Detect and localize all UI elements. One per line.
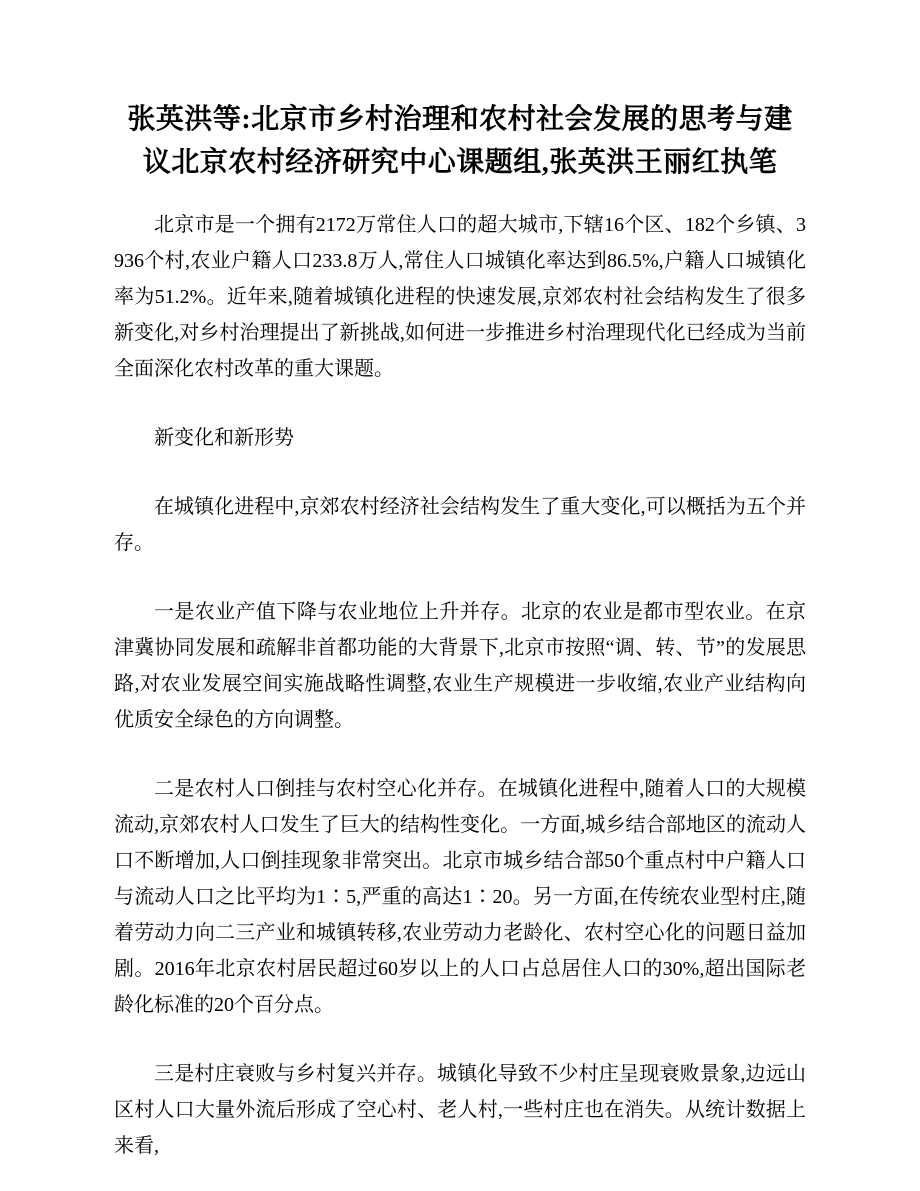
paragraph-point-two: 二是农村人口倒挂与农村空心化并存。在城镇化进程中,随着人口的大规模流动,京郊农村人口发生了巨大的结构性变化。一方面,城乡结合部地区的流动人口不断增加,人口倒挂现象非常突出。北京市城乡结合部50个重点村中户籍人口与流动人口之比平均为1∶5,严重的高达1∶20。另一方面,在传统农业型村庄,随着劳动力向二三产业和城镇转移,农业劳动力老龄化、农村空心化的问题日益加剧。2016年北京农村居民超过60岁以上的人口占总居住人口的30%,超出国际老龄化标准的20个百分点。 xyxy=(114,777,806,1016)
paragraph-point-three: 三是村庄衰败与乡村复兴并存。城镇化导致不少村庄呈现衰败景象,边远山区村人口大量外流后形成了空心村、老人村,一些村庄也在消失。从统计数据上来看, xyxy=(114,1062,806,1157)
paragraph-overview: 在城镇化进程中,京郊农村经济社会结构发生了重大变化,可以概括为五个并存。 xyxy=(114,495,806,554)
paragraph-point-one: 一是农业产值下降与农业地位上升并存。北京的农业是都市型农业。在京津冀协同发展和疏解非首都功能的大背景下,北京市按照“调、转、节”的发展思路,对农业发展空间实施战略性调整,农业生产规模进一步收缩,农业产业结构向优质安全绿色的方向调整。 xyxy=(114,600,806,731)
paragraph-intro: 北京市是一个拥有2172万常住人口的超大城市,下辖16个区、182个乡镇、3936个村,农业户籍人口233.8万人,常住人口城镇化率达到86.5%,户籍人口城镇化率为51.2%。近年来,随着城镇化进程的快速发展,京郊农村社会结构发生了很多新变化,对乡村治理提出了新挑战,如何进一步推进乡村治理现代化已经成为当前全面深化农村改革的重大课题。 xyxy=(114,213,806,380)
section-heading-new-changes: 新变化和新形势 xyxy=(154,426,294,449)
document-title: 张英洪等:北京市乡村治理和农村社会发展的思考与建议北京农村经济研究中心课题组,张英洪王丽红执笔 xyxy=(127,104,793,179)
